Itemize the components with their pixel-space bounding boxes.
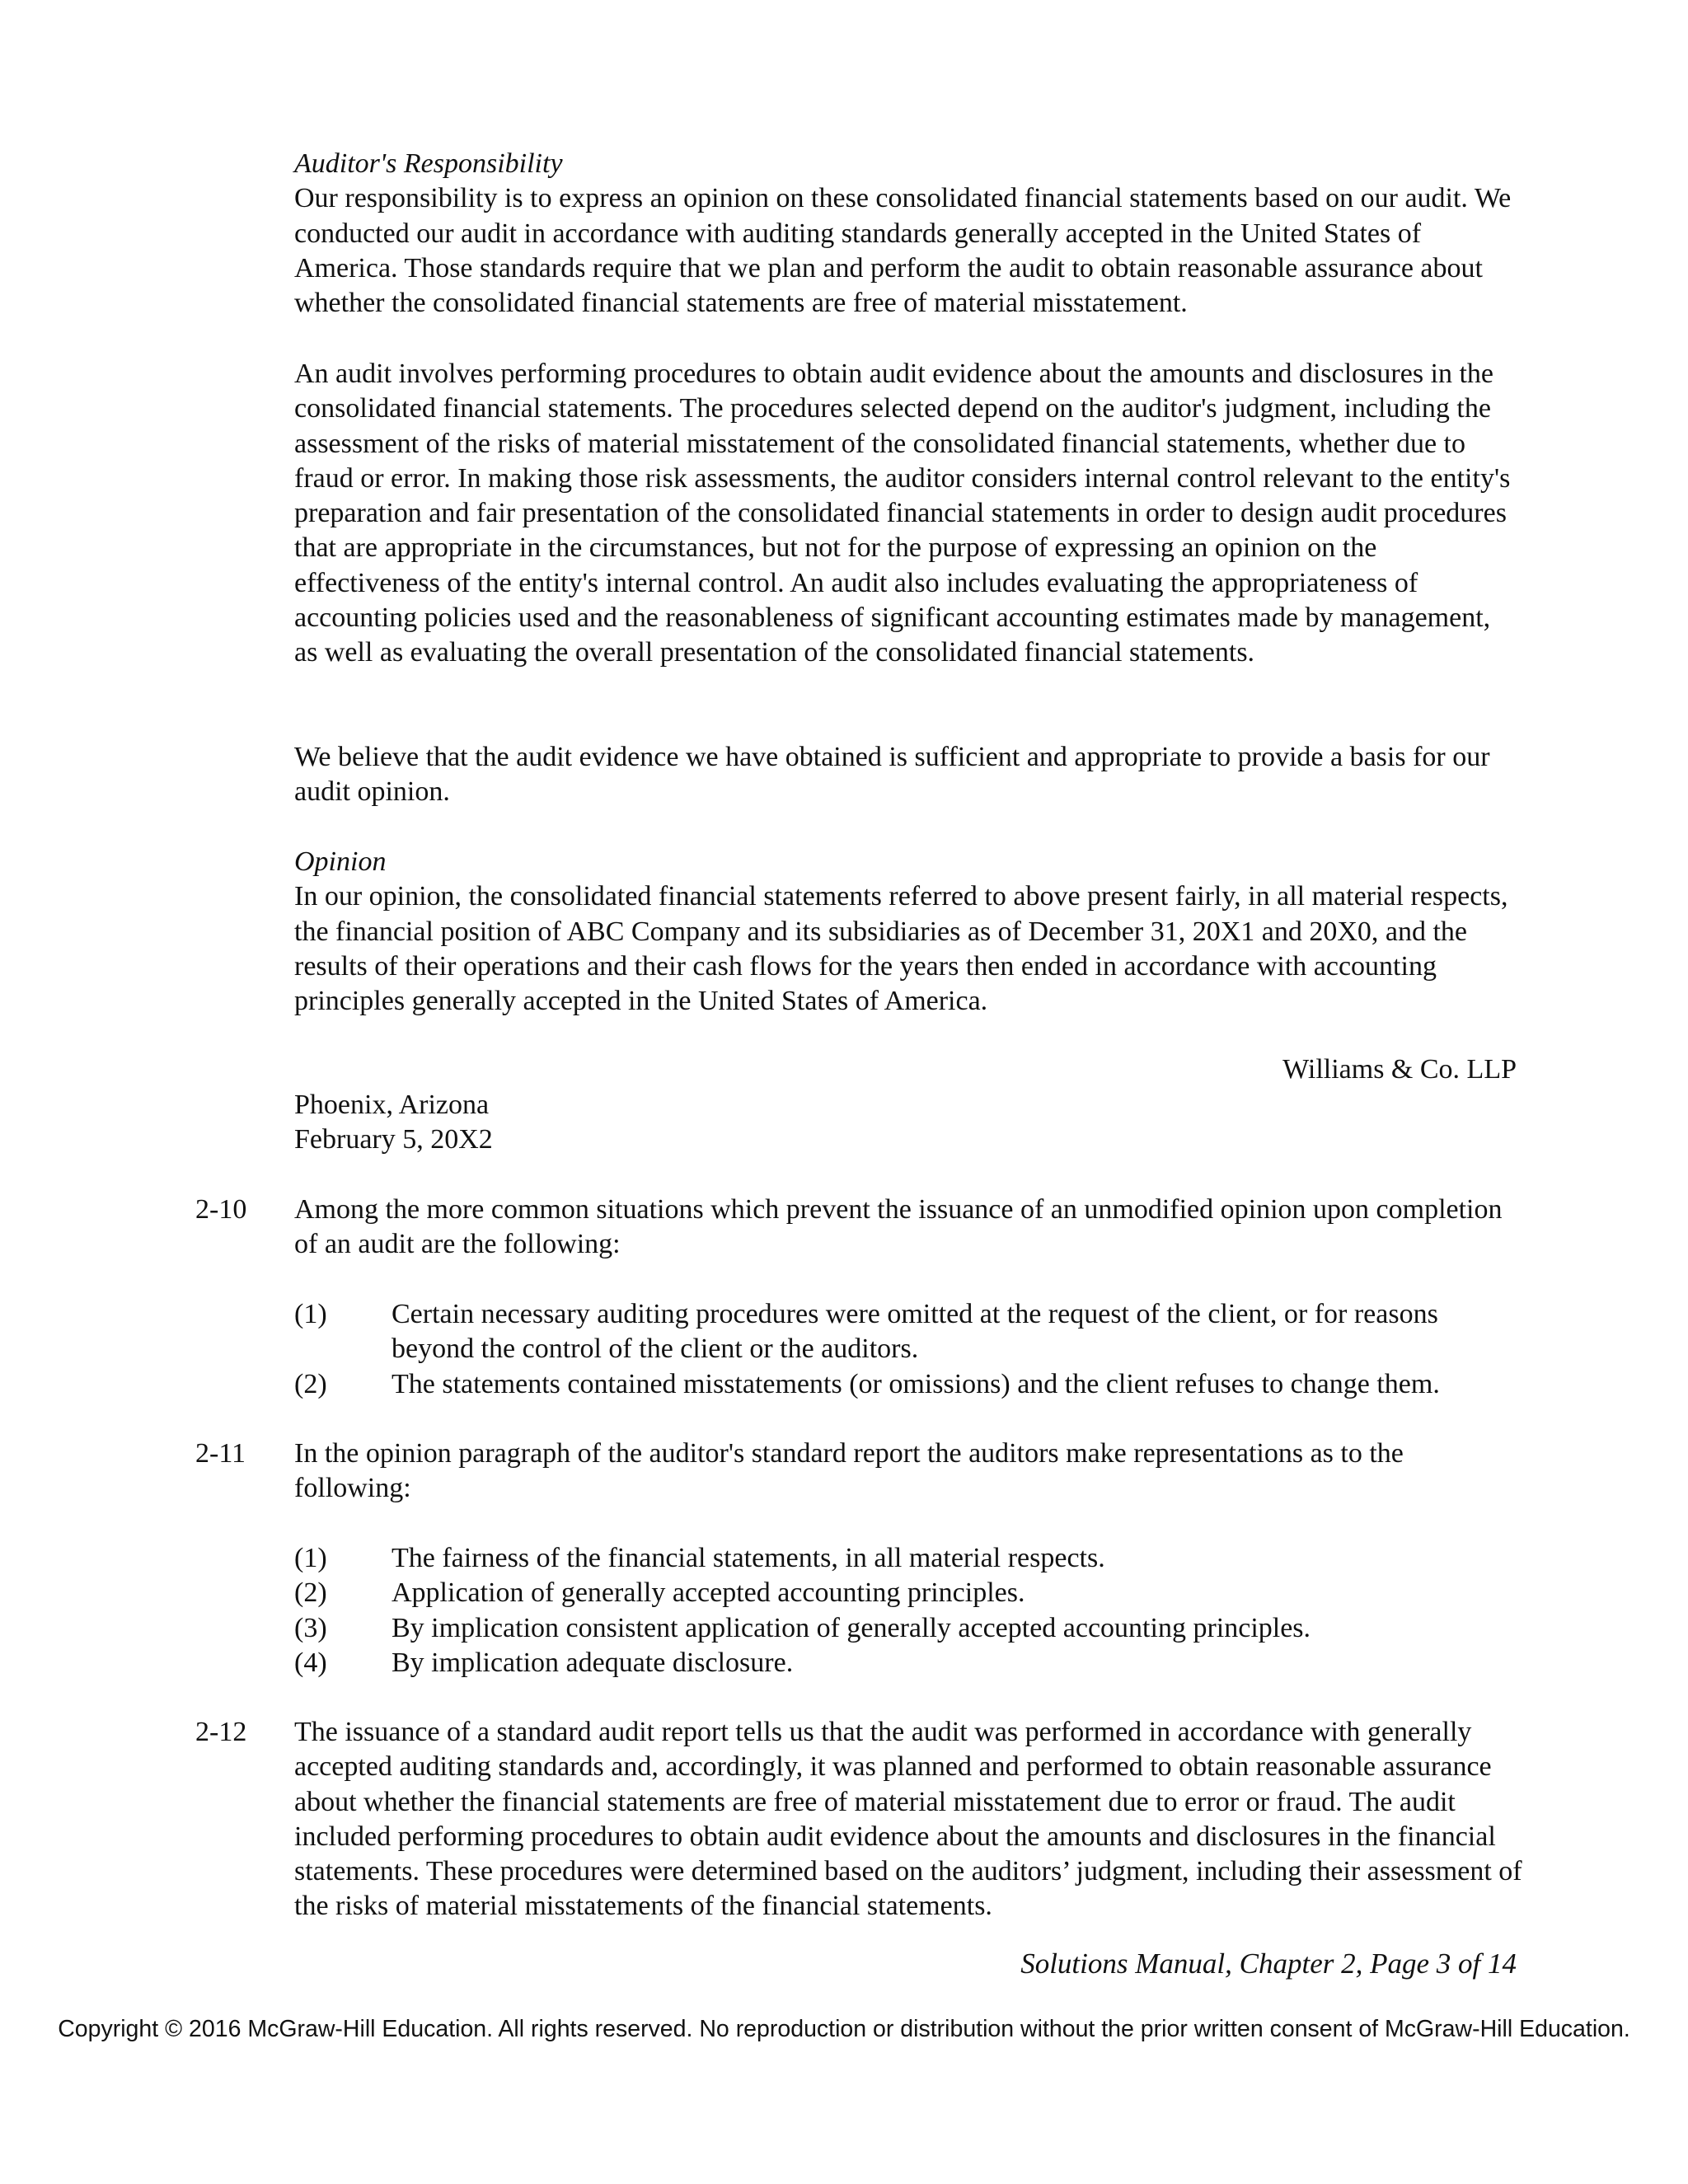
copyright-notice: Copyright © 2016 McGraw-Hill Education. All rights reserved. No reproduction or distribution without the prior written consent of McGraw-Hill Education. [58, 2016, 1630, 2042]
list-item-text: Certain necessary auditing procedures were omitted at the request of the client, or for reasons beyond the control of the client or the auditors. [392, 1299, 1438, 1365]
opinion-paragraph: In our opinion, the consolidated financial statements referred to above present fairly, in all material respects, the financial position of ABC Company and its subsidiaries as of December 31, 20X1 and 20X0, and the results of their operations and their cash flows for the years then ended in accordance with accounting principles generally accepted in the United States of America. [294, 881, 1508, 1017]
list-item-number: (1) [294, 1543, 327, 1573]
page-label: Solutions Manual, Chapter 2, Page 3 of 14 [1020, 1947, 1517, 1980]
question-text-2-10: Among the more common situations which prevent the issuance of an unmodified opinion upon completion of an audit are the following: [294, 1194, 1503, 1260]
auditor-responsibility-paragraph-2: An audit involves performing procedures to obtain audit evidence about the amounts and disclosures in the consolidated financial statements. The procedures selected depend on the auditor's judgment, including the assessment of the risks of material misstatement of the consolidated financial statements, whether due to fraud or error. In making those risk assessments, the auditor considers internal control relevant to the entity's preparation and fair presentation of the consolidated financial statements in order to design audit procedures that are appropriate in the circumstances, but not for the purpose of expressing an opinion on the effectiveness of the entity's internal control. An audit also includes evaluating the appropriateness of accounting policies used and the reasonableness of significant accounting estimates made by management, as well as evaluating the overall presentation of the consolidated financial statements. [294, 359, 1511, 668]
list-item-number: (1) [294, 1299, 327, 1329]
auditor-responsibility-paragraph-3: We believe that the audit evidence we have obtained is sufficient and appropriate to provide a basis for our audit opinion. [294, 742, 1490, 808]
question-number-2-12: 2-12 [195, 1717, 247, 1747]
list-item-number: (2) [294, 1369, 327, 1399]
question-text-2-12: The issuance of a standard audit report tells us that the audit was performed in accordance with generally accepted auditing standards and, accordingly, it was planned and performed to obtain reasonable assurance about whether the financial statements are free of material misstatement due to error or fraud. The audit included performing procedures to obtain audit evidence about the amounts and disclosures in the financial statements. These procedures were determined based on the auditors’ judgment, including their assessment of the risks of material misstatements of the financial statements. [294, 1717, 1522, 1922]
signature-location-date [294, 1088, 1517, 1158]
opinion-section [294, 845, 1517, 1019]
list-item-number: (4) [294, 1647, 327, 1678]
list-item-number: (2) [294, 1577, 327, 1608]
question-number-2-10: 2-10 [195, 1194, 247, 1225]
signature-city: Phoenix, Arizona [294, 1090, 490, 1120]
question-text-2-11: In the opinion paragraph of the auditor's standard report the auditors make representations as to the following: [294, 1438, 1404, 1504]
section-heading-auditor-responsibility: Auditor's Responsibility [294, 148, 563, 179]
list-item-number: (3) [294, 1613, 327, 1643]
auditor-responsibility-section [294, 147, 1517, 321]
section-heading-opinion: Opinion [294, 846, 387, 877]
list-item-text: By implication adequate disclosure. [392, 1647, 794, 1678]
firm-signature: Williams & Co. LLP [1282, 1054, 1517, 1085]
signature-date: February 5, 20X2 [294, 1124, 493, 1155]
list-item-text: The fairness of the financial statements, in all material respects. [392, 1543, 1105, 1573]
list-item-text: Application of generally accepted accounting principles. [392, 1577, 1025, 1608]
list-item-text: The statements contained misstatements (or omissions) and the client refuses to change them. [392, 1369, 1440, 1399]
auditor-responsibility-paragraph-1: Our responsibility is to express an opinion on these consolidated financial statements based on our audit. We conducted our audit in accordance with auditing standards generally accepted in the United States of America. Those standards require that we plan and perform the audit to obtain reasonable assurance about whether the consolidated financial statements are free of material misstatement. [294, 183, 1512, 319]
question-number-2-11: 2-11 [195, 1438, 246, 1469]
list-item-text: By implication consistent application of generally accepted accounting principles. [392, 1613, 1311, 1643]
